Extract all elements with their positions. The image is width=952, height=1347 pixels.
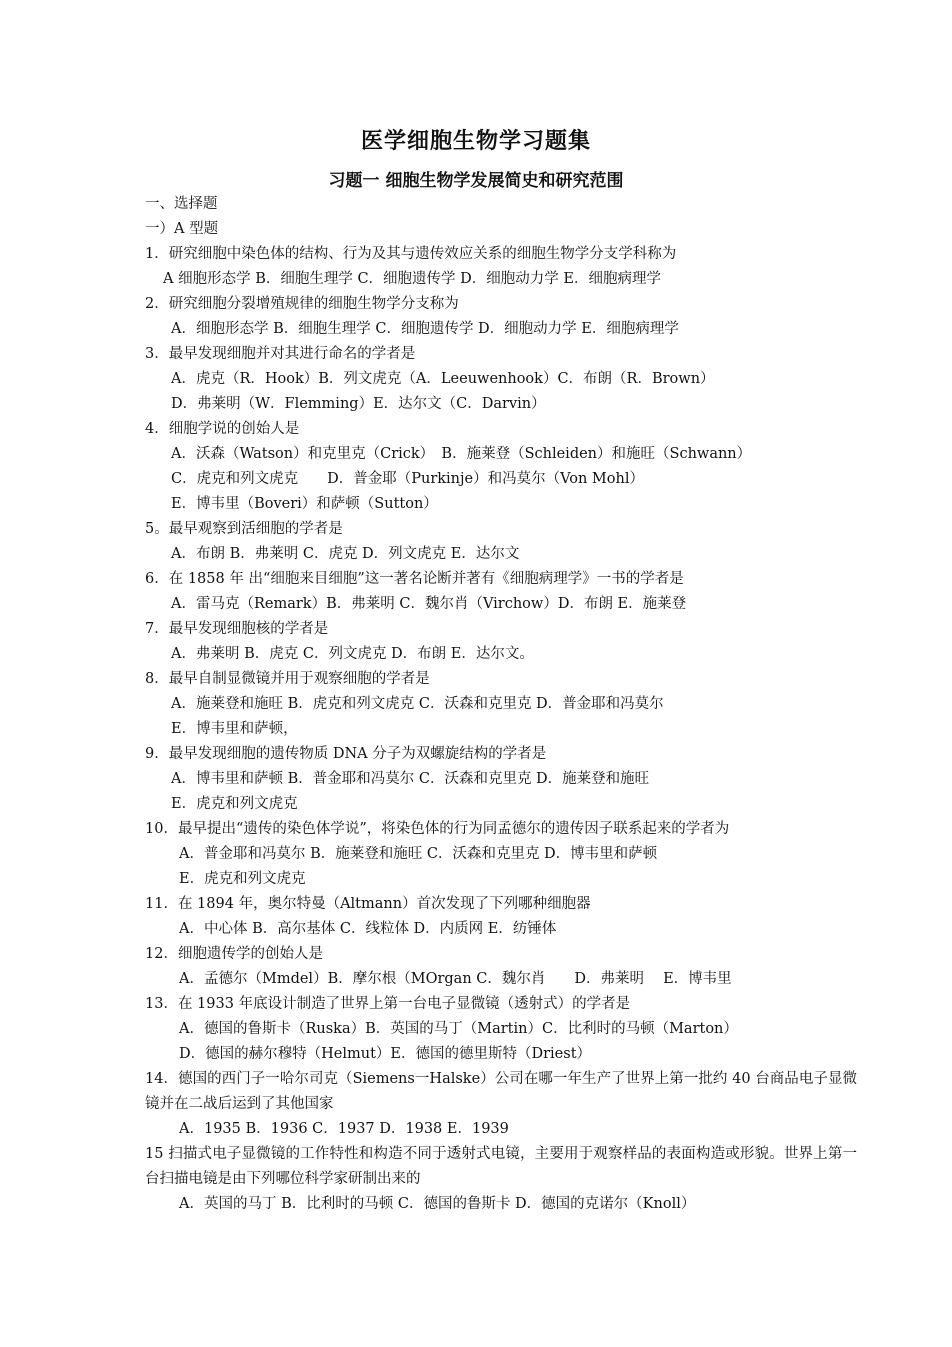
question-options: A．雷马克（Remark）B．弗莱明 C．魏尔肖（Virchow）D．布朗 E．施莱登 [171,596,687,612]
question-options: E．虎克和列文虎克 [179,871,306,887]
document-title: 医学细胞生物学习题集 [360,128,591,154]
question-stem: 10．最早提出“遗传的染色体学说”，将染色体的行为同孟德尔的遗传因子联系起来的学者为 [145,821,730,837]
question-stem: 1．研究细胞中染色体的结构、行为及其与遗传效应关系的细胞生物学分支学科称为 [145,246,677,262]
question-stem: 9．最早发现细胞的遗传物质 DNA 分子为双螺旋结构的学者是 [145,746,547,762]
question-stem: 5。最早观察到活细胞的学者是 [145,521,343,537]
subsection-heading: 一）A 型题 [145,221,219,237]
question-stem: 14．德国的西门子一哈尔司克（Siemens一Halske）公司在哪一年生产了世界上第一批约 40 台商品电子显微镜并在二战后运到了其他国家 [145,1071,857,1112]
question-options: C．虎克和列文虎克 D．普金耶（Purkinje）和冯莫尔（Von Mohl） [171,471,644,487]
section-heading: 一、选择题 [145,196,218,212]
question-options: A．博韦里和萨顿 B．普金耶和冯莫尔 C．沃森和克里克 D．施莱登和施旺 [171,771,650,787]
question-options: A．沃森（Watson）和克里克（Crick） B．施莱登（Schleiden）和施旺（Schwann） [171,446,752,462]
question-options: E．博韦里和萨顿， [171,721,298,737]
question-options: A．德国的鲁斯卡（Ruska）B．英国的马丁（Martin）C．比利时的马顿（Marton） [179,1021,738,1037]
question-stem: 12．细胞遗传学的创始人是 [145,946,323,962]
question-stem: 4．细胞学说的创始人是 [145,421,300,437]
question-options: A．虎克（R．Hook）B．列文虎克（A．Leeuwenhook）C．布朗（R．Brown） [171,371,715,387]
question-stem: 11．在 1894 年，奥尔特曼（Altmann）首次发现了下列哪种细胞器 [145,896,591,912]
question-stem: 6．在 1858 年 出“细胞来目细胞”这一著名论断并著有《细胞病理学》一书的学者是 [145,571,684,587]
question-options: E．虎克和列文虎克 [171,796,298,812]
question-options: A．英国的马丁 B．比利时的马顿 C．德国的鲁斯卡 D．德国的克诺尔（Knoll） [179,1196,696,1212]
question-options: E．博韦里（Boveri）和萨顿（Sutton） [171,496,438,512]
question-options: A．施莱登和施旺 B．虎克和列文虎克 C．沃森和克里克 D．普金耶和冯莫尔 [171,696,664,712]
question-stem: 2．研究细胞分裂增殖规律的细胞生物学分支称为 [145,296,459,312]
chapter-title: 习题一 细胞生物学发展简史和研究范围 [328,171,624,191]
question-stem: 3．最早发现细胞并对其进行命名的学者是 [145,346,416,362]
question-options: A．中心体 B．高尔基体 C．线粒体 D．内质网 E．纺锤体 [179,921,557,937]
question-stem: 13．在 1933 年底设计制造了世界上第一台电子显微镜（透射式）的学者是 [145,996,631,1012]
question-options: D．德国的赫尔穆特（Helmut）E．德国的德里斯特（Driest） [179,1046,592,1062]
question-options: A．弗莱明 B．虎克 C．列文虎克 D．布朗 E．达尔文。 [171,646,534,662]
question-options: A 细胞形态学 B．细胞生理学 C．细胞遗传学 D．细胞动力学 E．细胞病理学 [163,271,661,287]
question-options: A．1935 B．1936 C．1937 D．1938 E．1939 [179,1121,509,1137]
question-options: A．细胞形态学 B．细胞生理学 C．细胞遗传学 D．细胞动力学 E．细胞病理学 [171,321,679,337]
question-stem: 7．最早发现细胞核的学者是 [145,621,329,637]
question-stem: 15 扫描式电子显微镜的工作特性和构造不同于透射式电镜，主要用于观察样品的表面构造或形貌。世界上第一台扫描电镜是由下列哪位科学家研制出来的 [145,1146,857,1187]
question-options: A．普金耶和冯莫尔 B．施莱登和施旺 C．沃森和克里克 D．博韦里和萨顿 [179,846,658,862]
question-stem: 8．最早自制显微镜并用于观察细胞的学者是 [145,671,430,687]
question-options: D．弗莱明（W．Flemming）E．达尔文（C．Darvin） [171,396,546,412]
question-options: A．布朗 B．弗莱明 C．虎克 D．列文虎克 E．达尔文 [171,546,520,562]
question-list [145,192,857,1217]
question-options: A．孟德尔（Mmdel）B．摩尔根（MOrgan C．魏尔肖 D．弗莱明 E．博韦里 [179,971,732,987]
